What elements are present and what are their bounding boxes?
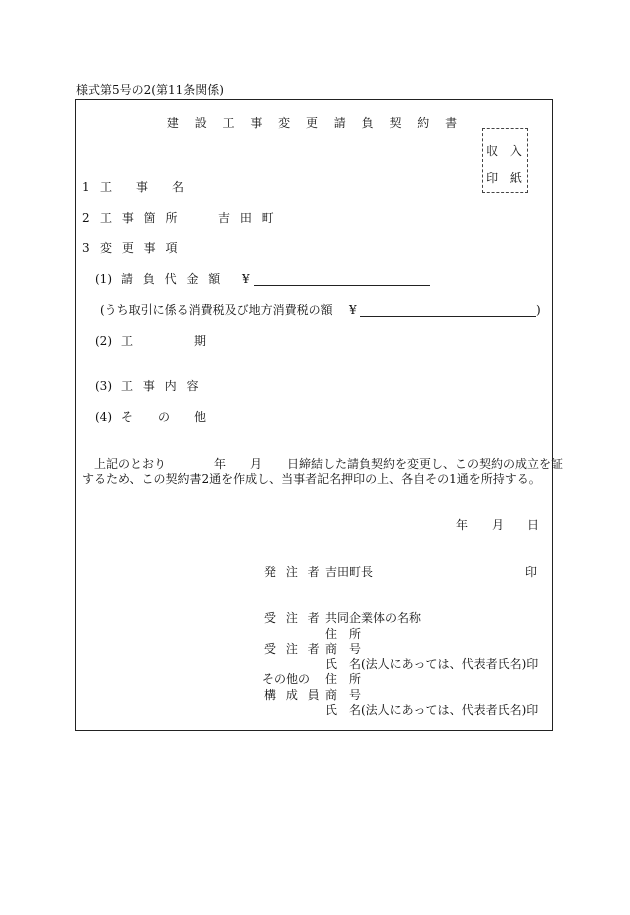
body-month: 月 xyxy=(250,457,263,471)
sub2-number: (2) xyxy=(95,334,112,348)
tax-yen: ¥ xyxy=(349,303,357,317)
body-text-rest: 日締結した請負契約を変更し、この契約の成立を証 xyxy=(287,457,564,471)
item3-number: 3 xyxy=(82,241,90,255)
contractor-role: 受 注 者 xyxy=(264,611,323,625)
item3-label: 変 更 事 項 xyxy=(100,241,181,255)
orderer-name: 吉田町長 xyxy=(325,565,374,579)
sub2-char1: 工 xyxy=(121,334,134,348)
sub1-yen: ¥ xyxy=(242,272,250,286)
sub3-number: (3) xyxy=(95,379,112,393)
body-text-line2: するため、この契約書2通を作成し、当事者記名押印の上、各自その1通を所持する。 xyxy=(82,472,541,486)
date-year: 年 xyxy=(456,518,469,532)
members-role-a: その他の xyxy=(262,672,311,686)
item2-number: 2 xyxy=(82,211,90,225)
body-year: 年 xyxy=(214,457,227,471)
item1-char2: 事 xyxy=(136,180,149,194)
revenue-stamp-box xyxy=(482,128,528,193)
stamp-label-2: 印 紙 xyxy=(486,171,526,185)
members-trade-label: 商 号 xyxy=(325,688,362,702)
date-day: 日 xyxy=(527,518,540,532)
item1-char3: 名 xyxy=(172,180,185,194)
sub1-number: (1) xyxy=(95,272,112,286)
sub4-number: (4) xyxy=(95,410,112,424)
body-text-start: 上記のとおり xyxy=(94,457,167,471)
contractor-address-label: 住 所 xyxy=(325,627,362,641)
item1-char1: 工 xyxy=(100,180,113,194)
contract-amount-line xyxy=(254,285,430,286)
orderer-role: 発 注 者 xyxy=(264,565,323,579)
tax-close-paren: ) xyxy=(536,303,541,317)
date-month: 月 xyxy=(492,518,505,532)
tax-label: (うち取引に係る消費税及び地方消費税の額 xyxy=(100,303,333,317)
stamp-label-1: 収 入 xyxy=(486,144,526,158)
sub4-char3: 他 xyxy=(194,410,207,424)
sub2-char2: 期 xyxy=(194,334,207,348)
contractor-role-2: 受 注 者 xyxy=(264,642,323,656)
jv-name-label: 共同企業体の名称 xyxy=(325,611,422,625)
sub1-label: 請 負 代 金 額 xyxy=(121,272,224,286)
sub4-char1: そ xyxy=(121,410,134,424)
item2-label: 工 事 箇 所 xyxy=(100,211,181,225)
tax-amount-line xyxy=(360,316,536,317)
item2-value: 吉 田 町 xyxy=(218,211,277,225)
members-role-b: 構 成 員 xyxy=(264,688,323,702)
sub4-char2: の xyxy=(158,410,171,424)
document-title: 建 設 工 事 変 更 請 負 契 約 書 xyxy=(166,116,464,130)
orderer-seal: 印 xyxy=(525,565,538,579)
contractor-trade-label: 商 号 xyxy=(325,642,362,656)
members-address-label: 住 所 xyxy=(325,672,362,686)
form-label: 様式第5号の2(第11条関係) xyxy=(76,83,224,97)
contractor-name-label: 氏 名(法人にあっては、代表者氏名)印 xyxy=(325,657,539,671)
item1-number: 1 xyxy=(82,180,90,194)
members-name-label: 氏 名(法人にあっては、代表者氏名)印 xyxy=(325,703,539,717)
sub3-label: 工 事 内 容 xyxy=(121,379,202,393)
